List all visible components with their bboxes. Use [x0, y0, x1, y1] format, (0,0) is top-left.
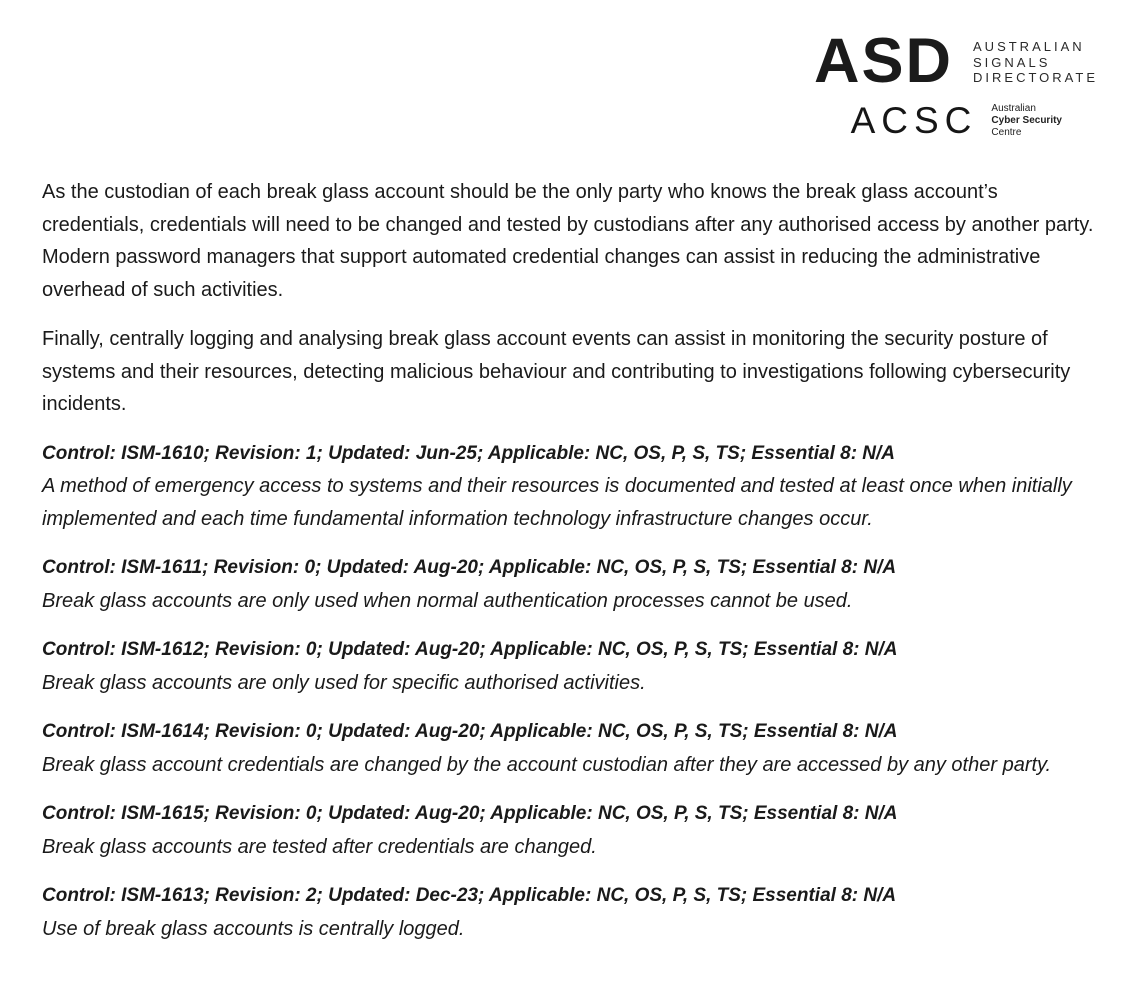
control-block-ism-1610	[42, 438, 1094, 536]
asd-org-name	[973, 37, 1098, 86]
header-logos	[814, 26, 1098, 141]
control-description: A method of emergency access to systems and their resources is documented and tested at least once when initially implemented and each time fundamental information technology infrastructure changes occur.	[42, 475, 1072, 530]
control-heading: Control: ISM-1612; Revision: 0; Updated: Aug-20; Applicable: NC, OS, P, S, TS; Essential 8: N/A	[42, 639, 898, 660]
control-block-ism-1615	[42, 798, 1094, 863]
control-block-ism-1612	[42, 634, 1094, 699]
control-block-ism-1614	[42, 716, 1094, 781]
control-description: Break glass account credentials are changed by the account custodian after they are accessed by any other party.	[42, 753, 1052, 776]
paragraph-custodian: As the custodian of each break glass account should be the only party who knows the break glass account’s credentials, credentials will need to be changed and tested by custodians after any authorised access by another party. Modern password managers that support automated credential changes can assist in reducing the administrative overhead of such activities.	[42, 181, 1094, 301]
acsc-org-line-3: Centre	[991, 126, 1022, 138]
acsc-org-line-1: Australian	[991, 102, 1036, 114]
acsc-org-name	[991, 103, 1062, 139]
asd-org-line-3: DIRECTORATE	[973, 70, 1098, 86]
asd-logo: ASD	[814, 26, 954, 96]
control-block-ism-1613	[42, 880, 1094, 945]
control-heading: Control: ISM-1614; Revision: 0; Updated: Aug-20; Applicable: NC, OS, P, S, TS; Essential 8: N/A	[42, 721, 898, 742]
control-heading: Control: ISM-1611; Revision: 0; Updated: Aug-20; Applicable: NC, OS, P, S, TS; Essential 8: N/A	[42, 557, 897, 578]
acsc-logo: ACSC	[850, 100, 978, 141]
acsc-org-line-2: Cyber Security	[991, 114, 1062, 126]
control-description: Break glass accounts are only used when normal authentication processes cannot be used.	[42, 589, 853, 612]
acsc-logo-row	[851, 102, 1062, 139]
document-content	[42, 176, 1094, 962]
control-block-ism-1611	[42, 552, 1094, 617]
control-heading: Control: ISM-1610; Revision: 1; Updated: Jun-25; Applicable: NC, OS, P, S, TS; Essential 8: N/A	[42, 442, 896, 464]
control-description: Use of break glass accounts is centrally logged.	[42, 917, 465, 940]
asd-logo-row	[814, 26, 1098, 96]
control-description: Break glass accounts are only used for specific authorised activities.	[42, 671, 646, 694]
control-heading: Control: ISM-1615; Revision: 0; Updated: Aug-20; Applicable: NC, OS, P, S, TS; Essential 8: N/A	[42, 803, 898, 824]
paragraph-logging: Finally, centrally logging and analysing break glass account events can assist in monitoring the security posture of systems and their resources, detecting malicious behaviour and contributing to investigations following cybersecurity incidents.	[42, 328, 1071, 415]
control-description: Break glass accounts are tested after credentials are changed.	[42, 835, 597, 858]
control-heading: Control: ISM-1613; Revision: 2; Updated: Dec-23; Applicable: NC, OS, P, S, TS; Essential 8: N/A	[42, 885, 897, 906]
asd-org-line-2: SIGNALS	[973, 54, 1051, 70]
asd-org-line-1: AUSTRALIAN	[973, 39, 1085, 55]
